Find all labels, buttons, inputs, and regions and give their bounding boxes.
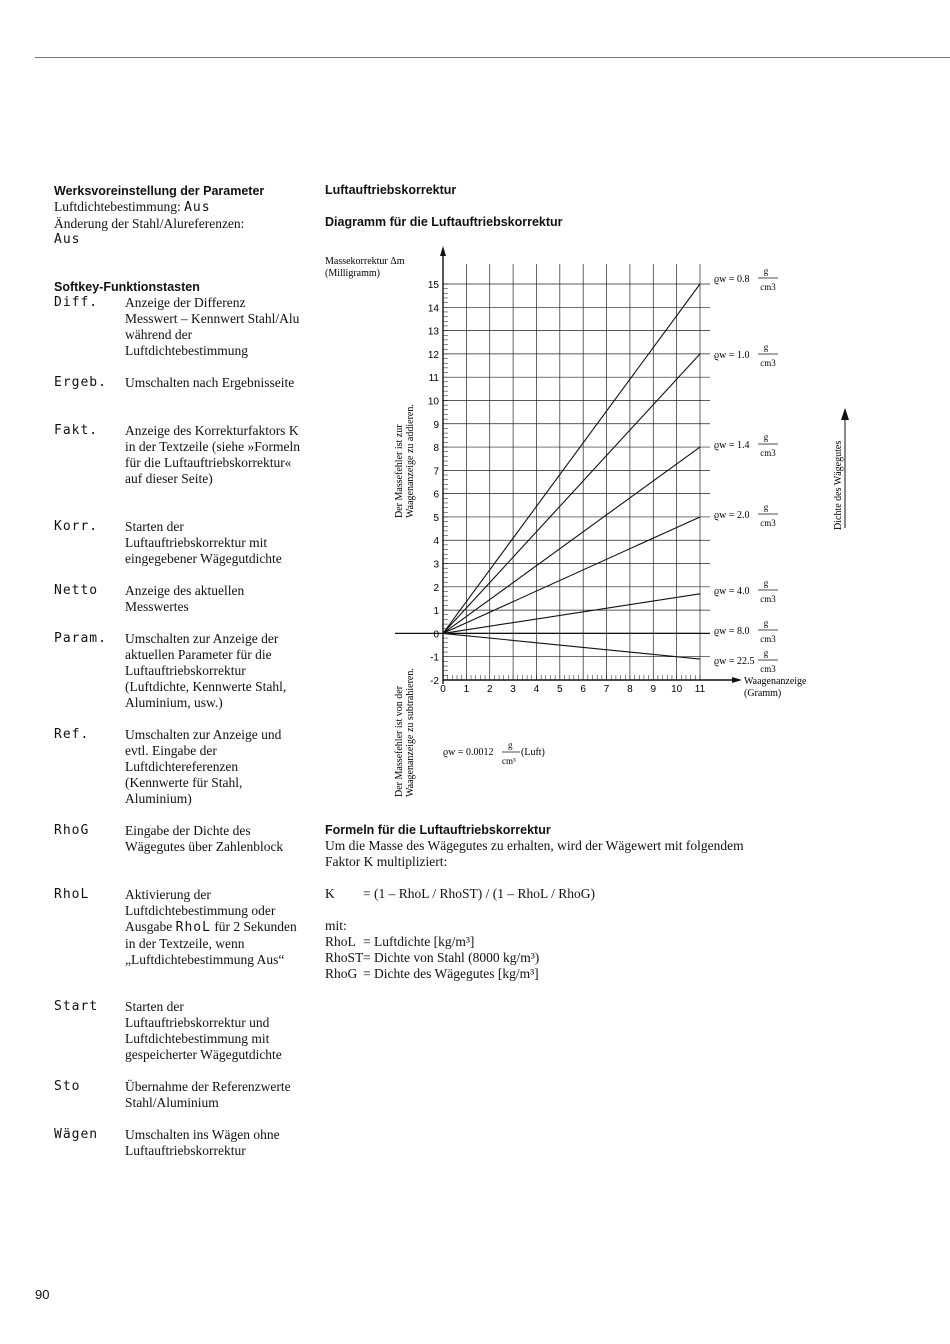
y-tick-label: 9 — [433, 419, 439, 431]
x-tick-label: 3 — [510, 684, 516, 695]
density-arrow-head — [841, 408, 849, 420]
softkey-desc: Anzeige des aktuellen Messwertes — [125, 583, 245, 614]
softkey-desc: Übernahme der Referenzwerte Stahl/Aluminium — [125, 1079, 291, 1110]
series-line — [443, 517, 700, 633]
x-tick-label: 7 — [603, 684, 610, 695]
factory-line-1-label: Luftdichtebestimmung: — [54, 199, 181, 214]
upper-note-2: Waagenanzeige zu addieren. — [405, 404, 416, 518]
x-tick-label: 4 — [533, 684, 540, 695]
series-label: ϱw = 0.8 — [714, 274, 750, 285]
x-tick-label: 8 — [627, 684, 633, 695]
y-tick-label: 7 — [433, 466, 439, 478]
series-line — [443, 633, 700, 659]
softkey-desc: Eingabe der Dichte des Wägegutes über Zahlenblock — [125, 823, 284, 854]
y-tick-label: 8 — [433, 443, 439, 455]
y-axis-title: Massekorrektur Δm — [325, 256, 405, 267]
softkey-label: Wägen — [54, 1127, 99, 1142]
series-unit-den: cm3 — [760, 594, 776, 604]
softkey-label: Param. — [54, 631, 107, 646]
softkey-label: RhoL — [54, 887, 90, 902]
series-line — [443, 594, 700, 634]
y-axis-arrow — [440, 246, 446, 256]
series-unit-den: cm3 — [760, 664, 776, 674]
factory-line-2-value: Aus — [54, 232, 81, 247]
def-text: = Dichte des Wägegutes [kg/m³] — [363, 966, 539, 981]
softkey-desc: Starten der Luftauftriebskorrektur mit eingegebener Wägegutdichte — [125, 519, 282, 566]
series-label: ϱw = 1.4 — [714, 440, 750, 451]
formulas-heading: Formeln für die Luftauftriebskorrektur — [325, 823, 551, 837]
series-unit-den: cm3 — [760, 358, 776, 368]
density-arrow-label: Dichte des Wägegutes — [833, 440, 844, 530]
y-tick-label: 10 — [427, 396, 439, 408]
softkey-desc: Umschalten nach Ergebnisseite — [125, 375, 295, 390]
def-row — [325, 966, 885, 982]
air-unit-den: cm³ — [502, 756, 516, 766]
y-tick-label: 15 — [427, 280, 439, 291]
series-unit-num: g — [763, 342, 769, 352]
def-symbol: RhoG — [325, 966, 358, 981]
factory-heading: Werksvoreinstellung der Parameter — [54, 184, 265, 198]
x-axis-title-unit: (Gramm) — [744, 688, 782, 699]
air-density-label: ϱw = 0.0012 — [443, 747, 494, 758]
y-tick-label: 4 — [433, 536, 439, 548]
chart-grid — [395, 246, 742, 684]
series-label: ϱw = 4.0 — [714, 586, 750, 597]
x-tick-label: 9 — [650, 684, 657, 695]
factory-line-1-value: Aus — [184, 200, 211, 215]
y-tick-label: 1 — [433, 606, 439, 618]
formulas-section — [325, 822, 885, 982]
softkey-desc-key: RhoL — [175, 920, 211, 935]
factory-line-2-label: Änderung der Stahl/Alureferenzen: — [54, 216, 245, 231]
def-text: = Luftdichte [kg/m³] — [363, 934, 475, 949]
k-formula: = (1 – RhoL / RhoST) / (1 – RhoL / RhoG) — [363, 886, 595, 901]
def-text: = Dichte von Stahl (8000 kg/m³) — [363, 950, 540, 965]
series-label: ϱw = 2.0 — [714, 510, 750, 521]
series-unit-num: g — [763, 618, 769, 628]
lower-note-1: Der Massefehler ist von der — [394, 685, 405, 797]
softkey-label: Diff. — [54, 295, 99, 310]
y-tick-label: -2 — [430, 676, 439, 687]
softkey-desc: Anzeige des Korrekturfaktors K in der Textzeile (siehe »Formeln für die Luftauftriebskorrektur« auf dieser Seite) — [125, 423, 300, 486]
k-formula-row — [325, 886, 885, 902]
series-line — [443, 284, 700, 633]
y-axis-title-unit: (Milligramm) — [325, 268, 380, 279]
softkey-desc — [125, 887, 300, 968]
air-suffix: (Luft) — [521, 747, 545, 758]
softkey-desc: Umschalten ins Wägen ohne Luftauftriebskorrektur — [125, 1127, 280, 1158]
series-unit-den: cm3 — [760, 634, 776, 644]
series-label: ϱw = 22.5 — [714, 656, 755, 667]
y-tick-label: 12 — [427, 349, 439, 361]
series-unit-num: g — [763, 502, 769, 512]
chart-series — [443, 284, 700, 659]
softkey-desc: Umschalten zur Anzeige und evtl. Eingabe der Luftdichtereferenzen (Kennwerte für Stahl, Aluminium) — [125, 727, 282, 806]
series-label: ϱw = 1.0 — [714, 350, 750, 361]
y-tick-label: 6 — [433, 489, 439, 501]
x-tick-label: 0 — [440, 684, 446, 695]
def-symbol: RhoST — [325, 950, 364, 965]
softkeys-heading: Softkey-Funktionstasten — [54, 280, 200, 294]
y-tick-label: 3 — [433, 559, 439, 571]
formulas-intro-1: Um die Masse des Wägegutes zu erhalten, wird der Wägewert mit folgendem — [325, 838, 744, 853]
x-axis-title: Waagenanzeige — [744, 676, 807, 687]
series-unit-num: g — [763, 648, 769, 658]
x-tick-label: 11 — [694, 684, 706, 695]
y-tick-label: 13 — [427, 326, 439, 338]
upper-note-1: Der Massefehler ist zur — [394, 424, 405, 518]
formulas-intro-2: Faktor K multipliziert: — [325, 854, 448, 869]
section-title: Luftauftriebskorrektur — [325, 183, 457, 197]
y-tick-label: 5 — [433, 512, 439, 524]
series-unit-den: cm3 — [760, 448, 776, 458]
def-symbol: RhoL — [325, 934, 356, 949]
series-unit-num: g — [763, 432, 769, 442]
y-tick-label: 11 — [428, 373, 439, 385]
def-row — [325, 950, 885, 966]
softkey-desc: Umschalten zur Anzeige der aktuellen Parameter für die Luftauftriebskorrektur (Luftdichte, Kennwerte Stahl, Aluminium, usw.) — [125, 631, 287, 710]
chart-ticks — [443, 284, 700, 680]
air-unit-num: g — [508, 740, 513, 750]
page-number: 90 — [35, 1287, 50, 1302]
x-tick-label: 1 — [463, 684, 470, 695]
softkey-label: Ref. — [54, 727, 90, 742]
softkey-label: RhoG — [54, 823, 90, 838]
softkey-label: Netto — [54, 583, 99, 598]
softkey-desc-part: Aktivierung der Luftdichtebestimmung oder Ausgabe — [125, 887, 276, 934]
softkey-label: Fakt. — [54, 423, 99, 438]
y-tick-label: 14 — [427, 303, 439, 315]
series-unit-den: cm3 — [760, 518, 776, 528]
lower-note-2: Waagenanzeige zu subtrahieren. — [405, 668, 416, 797]
x-tick-label: 5 — [557, 684, 563, 695]
softkey-label: Start — [54, 999, 99, 1014]
diagram-title: Diagramm für die Luftauftriebskorrektur — [325, 215, 563, 229]
softkey-desc-part: für 2 Sekunden in der Textzeile, wenn „Luftdichtebestimmung Aus“ — [125, 919, 297, 967]
softkey-label: Sto — [54, 1079, 81, 1094]
y-tick-label: 0 — [433, 629, 439, 641]
y-tick-label: -1 — [430, 652, 439, 664]
softkey-desc: Starten der Luftauftriebskorrektur und Luftdichtebestimmung mit gespeicherter Wägegutdichte — [125, 999, 282, 1062]
softkey-label: Korr. — [54, 519, 99, 534]
x-axis-arrow — [732, 677, 742, 683]
x-tick-label: 6 — [580, 684, 586, 695]
with-label: mit: — [325, 918, 347, 933]
series-unit-den: cm3 — [760, 282, 776, 292]
series-label: ϱw = 8.0 — [714, 626, 750, 637]
y-tick-label: 2 — [433, 582, 439, 594]
series-unit-num: g — [763, 578, 769, 588]
softkey-desc: Anzeige der Differenz Messwert – Kennwert Stahl/Alu während der Luftdichtebestimmung — [125, 295, 300, 358]
k-label: K — [325, 886, 335, 901]
x-tick-label: 2 — [486, 684, 493, 695]
def-row — [325, 934, 885, 950]
series-unit-num: g — [763, 266, 769, 276]
softkey-label: Ergeb. — [54, 375, 107, 390]
x-tick-label: 10 — [671, 684, 683, 695]
